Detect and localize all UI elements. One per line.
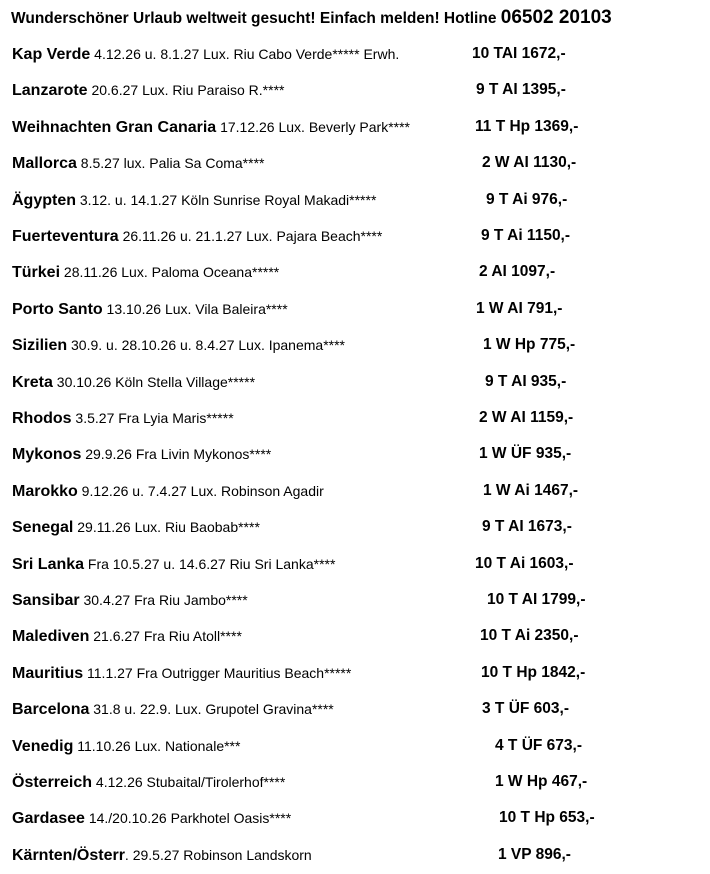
offer-text	[12, 291, 288, 327]
offer-price: 10 TAI 1672,-	[472, 45, 566, 62]
offer-text	[12, 655, 351, 691]
offer-details: 28.11.26 Lux. Paloma Oceana*****	[60, 264, 280, 280]
offer-list	[0, 36, 710, 873]
offer-price: 1 W ÜF 935,-	[479, 445, 572, 462]
offer-row	[0, 618, 710, 654]
offer-destination: Kap Verde	[12, 46, 91, 63]
offer-details: 26.11.26 u. 21.1.27 Lux. Pajara Beach****	[118, 228, 383, 244]
offer-text	[12, 509, 260, 545]
offer-text	[12, 436, 271, 472]
offer-text	[12, 764, 285, 800]
offer-text	[12, 182, 376, 218]
offer-text	[12, 546, 335, 582]
offer-details: . 29.5.27 Robinson Landskorn	[124, 847, 312, 863]
offer-destination: Mauritius	[12, 665, 84, 682]
offer-price: 10 T Ai 2350,-	[480, 627, 579, 644]
offer-text	[12, 327, 345, 363]
offer-details: 4.12.26 Stubaital/Tirolerhof****	[92, 774, 286, 790]
offer-destination: Barcelona	[12, 701, 90, 718]
offer-details: 17.12.26 Lux. Beverly Park****	[216, 119, 410, 135]
offer-price: 9 T AI 1395,-	[476, 81, 566, 98]
offer-row	[0, 327, 710, 363]
offer-row	[0, 509, 710, 545]
offer-text	[12, 254, 279, 290]
offer-destination: Mallorca	[12, 155, 77, 172]
offer-price: 10 T Hp 653,-	[499, 809, 595, 826]
offer-destination: Türkei	[12, 264, 61, 281]
offer-row	[0, 364, 710, 400]
offer-price: 2 AI 1097,-	[479, 263, 556, 280]
offer-row	[0, 72, 710, 108]
offer-details: 30.10.26 Köln Stella Village*****	[52, 374, 256, 390]
offer-details: 31.8 u. 22.9. Lux. Grupotel Gravina****	[89, 701, 334, 717]
offer-destination: Ägypten	[12, 192, 76, 209]
offer-destination: Sizilien	[12, 337, 68, 354]
offer-details: 11.1.27 Fra Outrigger Mauritius Beach*****	[83, 665, 352, 681]
offer-row	[0, 582, 710, 618]
offer-row	[0, 145, 710, 181]
offer-destination: Gardasee	[12, 810, 85, 827]
offer-destination: Marokko	[12, 483, 78, 500]
offer-details: 9.12.26 u. 7.4.27 Lux. Robinson Agadir	[77, 483, 324, 499]
offer-destination: Porto Santo	[12, 301, 103, 318]
offer-row	[0, 218, 710, 254]
offer-text	[12, 364, 255, 400]
offer-row	[0, 546, 710, 582]
offer-row	[0, 254, 710, 290]
offer-destination: Lanzarote	[12, 82, 88, 99]
offer-details: 21.6.27 Fra Riu Atoll****	[89, 628, 242, 644]
offer-text	[12, 400, 234, 436]
offer-destination: Senegal	[12, 519, 74, 536]
offer-price: 1 W Hp 775,-	[483, 336, 576, 353]
offer-price: 1 VP 896,-	[498, 846, 571, 863]
offer-details: 11.10.26 Lux. Nationale***	[73, 738, 241, 754]
offer-text	[12, 218, 382, 254]
offer-price: 1 W Ai 1467,-	[483, 482, 579, 499]
offer-details: 30.4.27 Fra Riu Jambo****	[79, 592, 248, 608]
hotline-number: 06502 20103	[500, 7, 612, 28]
offer-destination: Mykonos	[12, 446, 82, 463]
offer-price: 9 T Ai 976,-	[486, 191, 568, 208]
offer-row	[0, 400, 710, 436]
offer-row	[0, 473, 710, 509]
offer-destination: Weihnachten Gran Canaria	[12, 119, 217, 136]
offer-price: 2 W AI 1130,-	[482, 154, 577, 171]
offer-row	[0, 837, 710, 873]
offer-details: 4.12.26 u. 8.1.27 Lux. Riu Cabo Verde***** Erwh.	[90, 46, 400, 62]
offer-text	[12, 582, 248, 618]
offer-text	[12, 109, 410, 145]
offer-price: 9 T AI 935,-	[485, 373, 567, 390]
offer-destination: Venedig	[12, 738, 74, 755]
offer-price: 10 T Ai 1603,-	[475, 555, 574, 572]
offer-price: 1 W AI 791,-	[476, 300, 563, 317]
offer-price: 11 T Hp 1369,-	[475, 118, 579, 135]
offer-row	[0, 291, 710, 327]
offer-details: 13.10.26 Lux. Vila Baleira****	[102, 301, 288, 317]
offer-price: 9 T AI 1673,-	[482, 518, 572, 535]
offer-details: 3.5.27 Fra Lyia Maris*****	[71, 410, 234, 426]
header-text: Wunderschöner Urlaub weltweit gesucht! Einfach melden! Hotline	[11, 10, 501, 27]
offer-row	[0, 109, 710, 145]
offer-text	[12, 473, 324, 509]
offer-text	[12, 800, 291, 836]
offer-details: 29.11.26 Lux. Riu Baobab****	[73, 519, 260, 535]
offer-destination: Österreich	[12, 774, 93, 791]
offer-text	[12, 691, 334, 727]
offer-row	[0, 764, 710, 800]
offer-price: 1 W Hp 467,-	[495, 773, 588, 790]
offer-destination: Kärnten/Österr	[12, 847, 125, 864]
offer-text	[12, 145, 264, 181]
offer-destination: Sansibar	[12, 592, 80, 609]
offer-price: 2 W AI 1159,-	[479, 409, 574, 426]
offer-details: 20.6.27 Lux. Riu Paraiso R.****	[87, 82, 285, 98]
offer-details: 30.9. u. 28.10.26 u. 8.4.27 Lux. Ipanema****	[67, 337, 345, 353]
offer-text	[12, 618, 242, 654]
offer-price: 10 T AI 1799,-	[487, 591, 586, 608]
offer-row	[0, 436, 710, 472]
offer-row	[0, 800, 710, 836]
offer-row	[0, 36, 710, 72]
offer-details: Fra 10.5.27 u. 14.6.27 Riu Sri Lanka****	[84, 556, 336, 572]
header-line	[11, 4, 706, 32]
offer-row	[0, 182, 710, 218]
offer-details: 29.9.26 Fra Livin Mykonos****	[81, 446, 272, 462]
offer-price: 10 T Hp 1842,-	[481, 664, 586, 681]
offer-text	[12, 837, 312, 873]
offer-price: 4 T ÜF 673,-	[495, 737, 582, 754]
offer-destination: Rhodos	[12, 410, 72, 427]
offer-text	[12, 36, 399, 72]
offer-destination: Kreta	[12, 374, 53, 391]
offer-destination: Malediven	[12, 628, 90, 645]
offer-details: 8.5.27 lux. Palia Sa Coma****	[76, 155, 265, 171]
offer-row	[0, 655, 710, 691]
offer-price: 9 T Ai 1150,-	[481, 227, 571, 244]
offer-text	[12, 72, 284, 108]
offer-details: 14./20.10.26 Parkhotel Oasis****	[84, 810, 292, 826]
offer-destination: Sri Lanka	[12, 556, 85, 573]
offer-destination: Fuerteventura	[12, 228, 119, 245]
offer-text	[12, 728, 240, 764]
offer-price: 3 T ÜF 603,-	[482, 700, 569, 717]
offer-row	[0, 691, 710, 727]
offer-row	[0, 728, 710, 764]
offer-details: 3.12. u. 14.1.27 Köln Sunrise Royal Makadi*****	[76, 192, 377, 208]
